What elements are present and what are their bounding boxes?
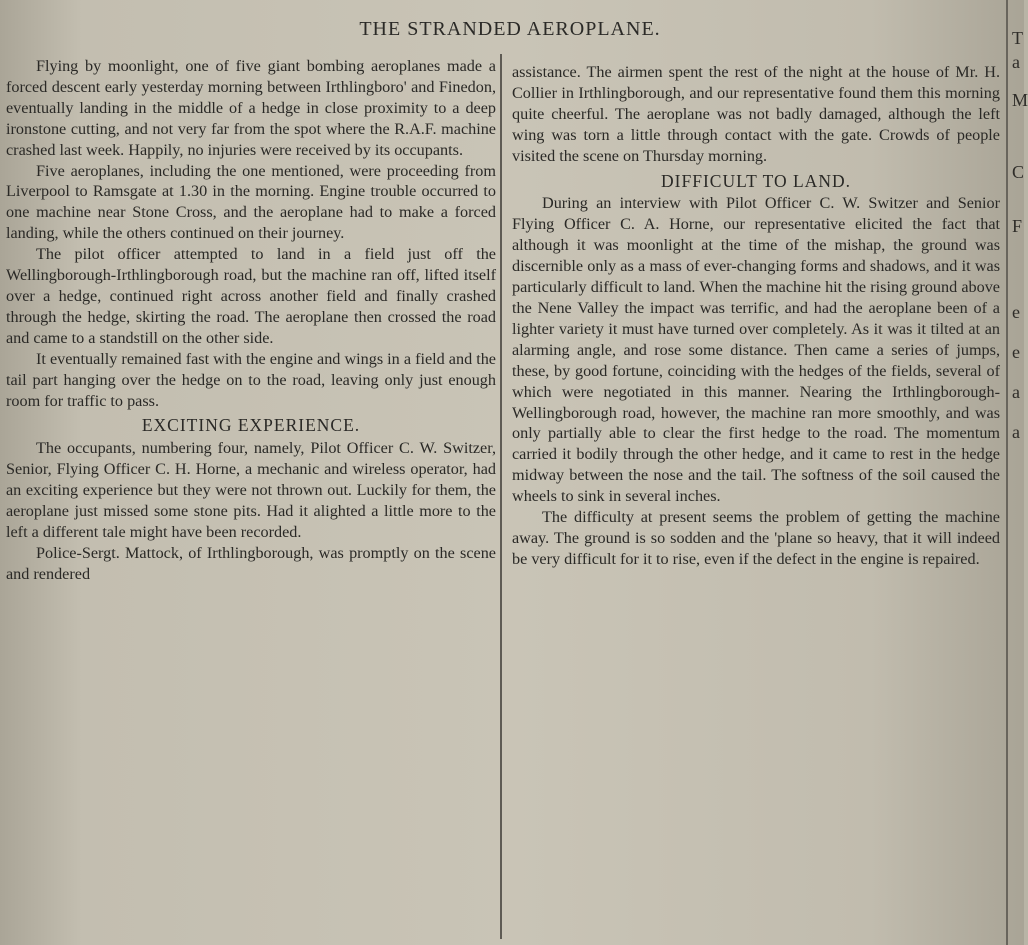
edge-letter: F — [1012, 216, 1023, 236]
page-edge-divider — [1006, 0, 1008, 945]
paragraph: The difficulty at present seems the problem of getting the machine away. The ground is so sodden and the 'plane so heavy, that it will indeed be very difficult for it to rise, even if the defect in the engine is repaired. — [512, 508, 1000, 568]
column-divider — [500, 54, 502, 939]
edge-letter: a — [1012, 382, 1020, 402]
paragraph: assistance. The airmen spent the rest of the night at the house of Mr. H. Collier in Irthlingborough, and our representative found them this morning quite cheerful. The aeroplane was not badly damaged, although the left wing was torn a little through contact with the gate. Crowds of people visited the scene on Thursday morning. — [512, 63, 1000, 165]
paragraph: Five aeroplanes, including the one mentioned, were proceeding from Liverpool to Ramsgate at 1.30 in the morning. Engine trouble occurred to one machine near Stone Cross, and the aeroplane had to make a forced landing, while the others continued on their journey. — [6, 161, 496, 243]
paragraph: During an interview with Pilot Officer C. W. Switzer and Senior Flying Officer C. A. Horne, our representative elicited the fact that although it was moonlight at the time of the mishap, the ground was discernible only as a mass of ever-changing forms and shadows, and it was particularly difficult to land. When the machine hit the rising ground above the Nene Valley the impact was terrific, and had the aeroplane been of a lighter variety it must have turned over completely. As it was it tilted at an alarming angle, and rose some distance. Then came a series of jumps, these, by good fortune, coinciding with the hedges of the fields, several of which were negotiated in this manner. Nearing the Irthlingborough-Wellingborough road, however, the machine ran more smoothly, and was only partially able to clear the first hedge to the road. The momentum carried it bodily through the other hedge, and it came to rest in the hedge midway between the nose and the tail. The softness of the soil caused the wheels to sink in several inches. — [512, 194, 1000, 506]
paragraph: Flying by moonlight, one of five giant bombing aeroplanes made a forced descent early yesterday morning between Irthlingboro' and Finedon, eventually landing in the middle of a hedge in close proximity to a deep ironstone cutting, and not very far from the spot where the R.A.F. machine crashed last week. Happily, no injuries were received by its occupants. — [6, 57, 496, 159]
adjacent-column-fragment — [1010, 0, 1028, 945]
edge-letter: e — [1012, 302, 1020, 322]
edge-letter: T — [1012, 28, 1023, 48]
subheading: DIFFICULT TO LAND. — [661, 170, 851, 191]
left-column — [6, 56, 496, 585]
edge-letter: C — [1012, 162, 1025, 182]
edge-letter: e — [1012, 342, 1020, 362]
edge-letter: M — [1012, 90, 1028, 110]
paragraph: The occupants, numbering four, namely, Pilot Officer C. W. Switzer, Senior, Flying Officer C. H. Horne, a mechanic and wireless operator, had an exciting experience but they were not thrown out. Luckily for them, the aeroplane just missed some stone pits. Had it alighted a little more to the left a different tale might have been recorded. — [6, 439, 496, 541]
paragraph: The pilot officer attempted to land in a field just off the Wellingborough-Irthlingborough road, but the machine ran off, lifted itself over a hedge, continued right across another field and finally crashed through the hedge, skirting the road. The aeroplane then crossed the road and came to a standstill on the other side. — [6, 245, 496, 347]
paragraph: It eventually remained fast with the engine and wings in a field and the tail part hanging over the hedge on to the road, leaving only just enough room for traffic to pass. — [6, 349, 496, 410]
article-headline: THE STRANDED AEROPLANE. — [359, 18, 661, 40]
paragraph: Police-Sergt. Mattock, of Irthlingborough, was promptly on the scene and rendered — [6, 543, 496, 583]
edge-letter: a — [1012, 52, 1020, 72]
right-column — [512, 62, 1000, 570]
subheading: EXCITING EXPERIENCE. — [141, 415, 361, 436]
edge-letter: a — [1012, 422, 1020, 442]
